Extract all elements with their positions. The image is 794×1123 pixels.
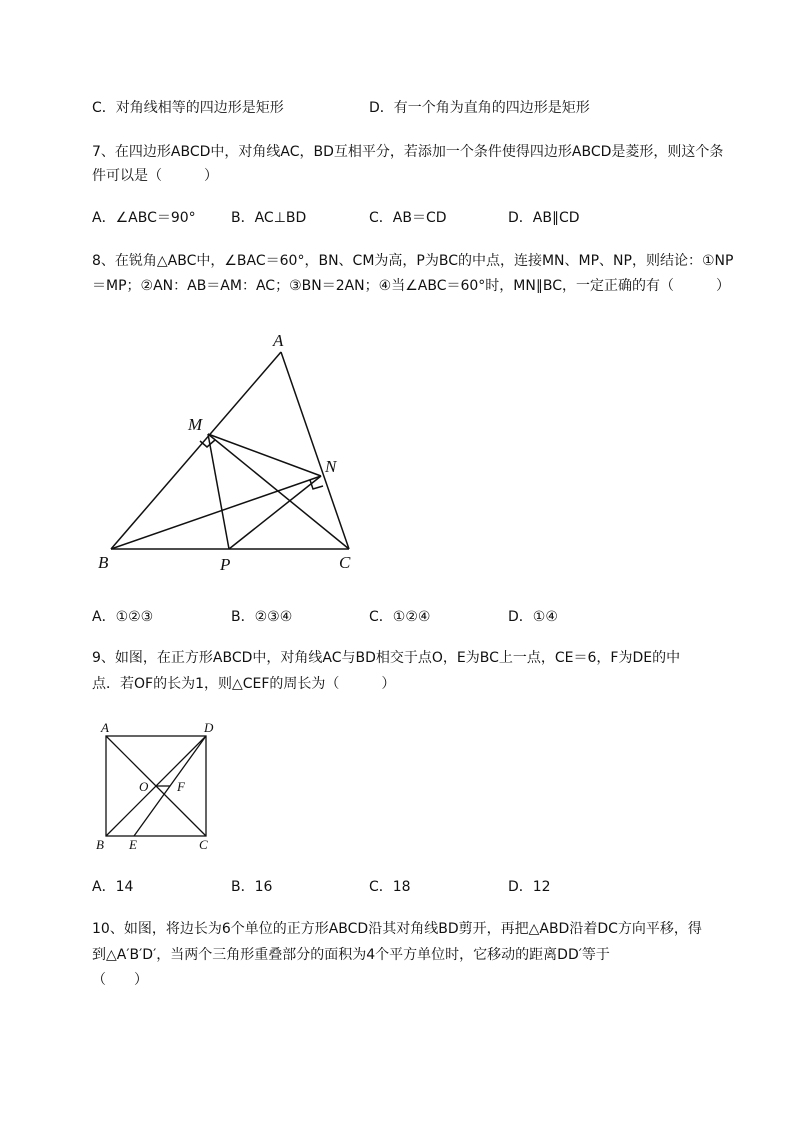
label-b: B bbox=[98, 553, 109, 572]
q9-option-b: B．16 bbox=[231, 879, 273, 895]
q9-option-c: C．18 bbox=[369, 879, 411, 895]
label-d: D bbox=[204, 720, 214, 735]
q7-stem-line1: 7、在四边形ABCD中，对角线AC，BD互相平分，若添加一个条件使得四边形ABCD是菱形，则这个条 bbox=[92, 144, 724, 160]
label-a: A bbox=[101, 720, 109, 735]
q8-option-d: D．①④ bbox=[508, 609, 558, 625]
q9-option-a: A．14 bbox=[92, 879, 134, 895]
q8-option-c: C．①②④ bbox=[369, 609, 431, 625]
q6-option-c: C．对角线相等的四边形是矩形 bbox=[92, 100, 284, 116]
label-m: M bbox=[188, 415, 203, 434]
label-b: B bbox=[96, 837, 104, 852]
q9-stem-line1: 9、如图，在正方形ABCD中，对角线AC与BD相交于点O，E为BC上一点，CE＝6，F为DE的中 bbox=[92, 650, 681, 666]
q7-option-d: D．AB∥CD bbox=[508, 210, 580, 226]
label-f: F bbox=[177, 779, 185, 794]
q8-stem-line1: 8、在锐角△ABC中，∠BAC＝60°，BN、CM为高，P为BC的中点，连接MN、MP、NP，则结论：①NP bbox=[92, 253, 734, 269]
q10-stem-line2: 到△A′B′D′，当两个三角形重叠部分的面积为4个平方单位时，它移动的距离DD′等于 bbox=[92, 947, 610, 963]
label-a: A bbox=[273, 331, 284, 350]
label-e: E bbox=[129, 837, 137, 852]
q7-option-c: C．AB＝CD bbox=[369, 210, 447, 226]
q7-option-b: B．AC⊥BD bbox=[231, 210, 307, 226]
label-c: C bbox=[339, 553, 351, 572]
q8-option-b: B．②③④ bbox=[231, 609, 293, 625]
q10-stem-line3: （ ） bbox=[92, 972, 148, 988]
q8-stem-line2: ＝MP；②AN：AB＝AM：AC；③BN＝2AN；④当∠ABC＝60°时，MN∥BC，一定正确的有（ ） bbox=[92, 278, 730, 294]
label-n: N bbox=[325, 457, 337, 476]
label-p: P bbox=[220, 555, 231, 574]
label-c: C bbox=[199, 837, 208, 852]
q10-stem-line1: 10、如图，将边长为6个单位的正方形ABCD沿其对角线BD剪开，再把△ABD沿着DC方向平移，得 bbox=[92, 921, 702, 937]
q8-option-a: A．①②③ bbox=[92, 609, 154, 625]
q9-stem-line2: 点．若OF的长为1，则△CEF的周长为（ ） bbox=[92, 676, 396, 692]
q7-stem-line2: 件可以是（ ） bbox=[92, 168, 218, 184]
label-o: O bbox=[139, 779, 149, 794]
q9-option-d: D．12 bbox=[508, 879, 551, 895]
q6-option-d: D．有一个角为直角的四边形是矩形 bbox=[369, 100, 590, 116]
q7-option-a: A．∠ABC＝90° bbox=[92, 210, 196, 226]
